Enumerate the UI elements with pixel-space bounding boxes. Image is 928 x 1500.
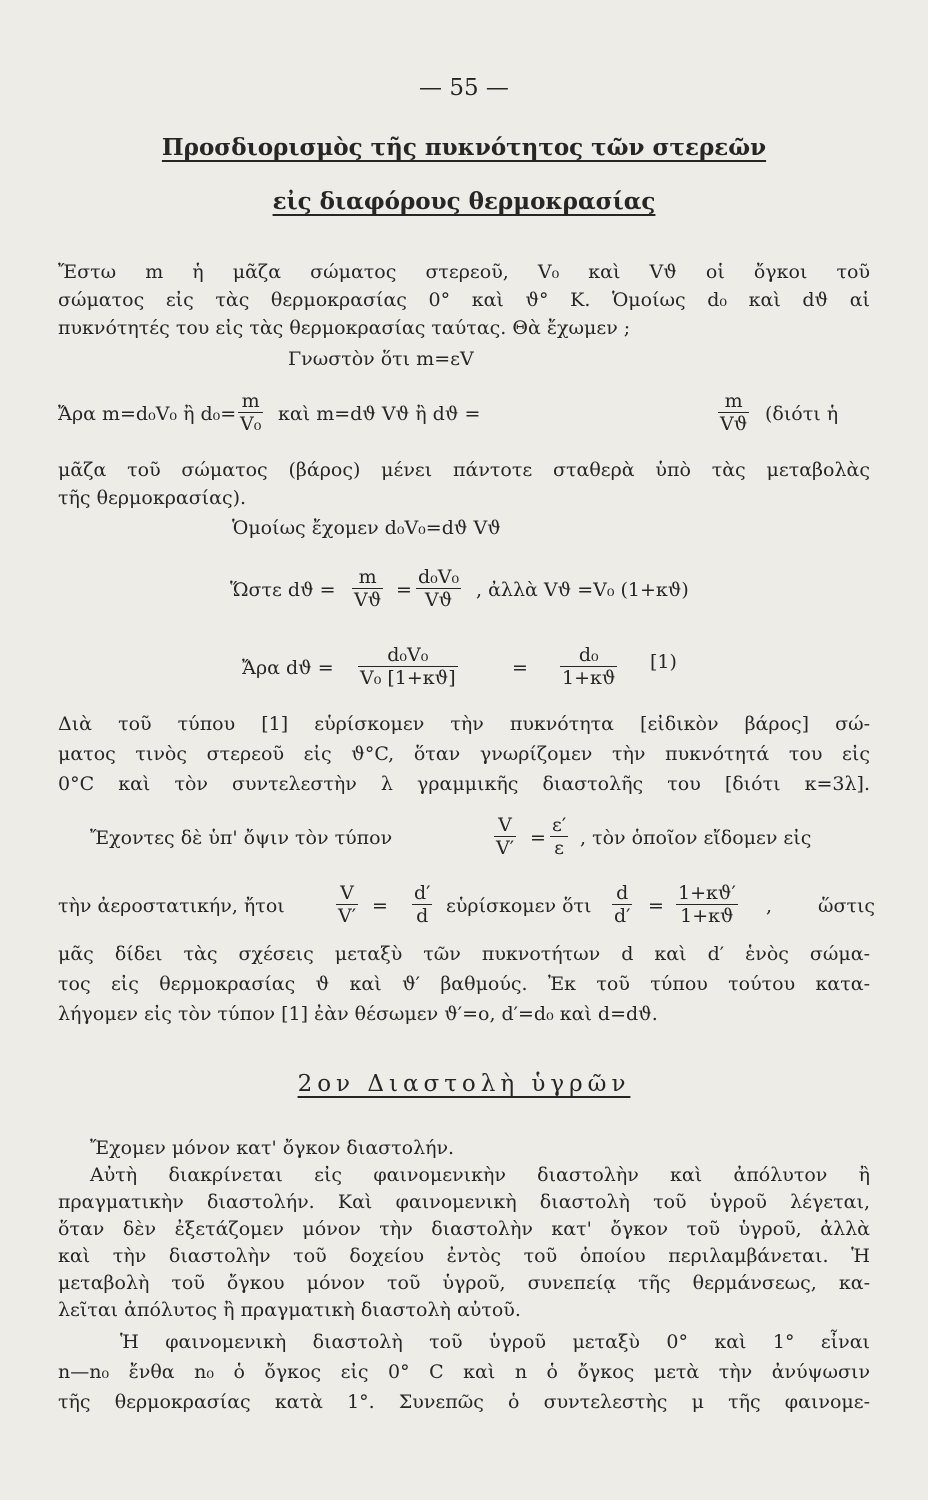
section-title-line-1: Προσδιορισμὸς τῆς πυκνότητος τῶν στερεῶν [161, 134, 767, 161]
fraction-d0v0-over-v0-expansion [358, 644, 458, 689]
denominator: 1+κϑ [680, 905, 734, 927]
equation-label: [1) [650, 651, 677, 673]
fraction-d0-over-expansion [560, 644, 617, 689]
equation-text: (διότι ἡ [765, 403, 839, 425]
fraction-eprime-over-e [550, 814, 568, 859]
equation-text: Ἔχοντες δὲ ὑπ' ὄψιν τὸν τύπον [90, 827, 393, 849]
numerator: V [336, 882, 358, 905]
fraction-d0v0-over-vtheta [416, 566, 461, 611]
formula-line: Γνωστὸν ὅτι m=εV [288, 348, 474, 370]
text-line: μᾶς δίδει τὰς σχέσεις μεταξὺ τῶν πυκνοτήτων d καὶ d′ ἑνὸς σώμα- [58, 943, 870, 965]
equation-text: Ἄρα m=d₀V₀ ἢ d₀= [58, 403, 237, 425]
fraction-v-over-vprime [336, 882, 358, 927]
page-number: — 55 — [419, 75, 509, 101]
denominator: d′ [614, 905, 631, 927]
denominator: V₀ [240, 413, 262, 435]
text-line: 0°C καὶ τὸν συντελεστὴν λ γραμμικῆς διαστολῆς του [διότι κ=3λ]. [58, 773, 870, 795]
numerator: d′ [414, 882, 431, 904]
text-line: σώματος εἰς τὰς θερμοκρασίας 0° καὶ ϑ° K. Ὁμοίως d₀ καὶ dϑ αἱ [58, 289, 870, 311]
denominator: Vϑ [720, 413, 748, 435]
equation-text: Ἄρα dϑ = [242, 657, 334, 679]
numerator: m [718, 390, 749, 413]
equation-text: = [512, 657, 528, 679]
numerator: m [238, 390, 263, 413]
equation-text: = [372, 895, 388, 917]
fraction-expansion-ratio [676, 882, 738, 927]
denominator: V′ [496, 837, 515, 859]
equation-text: = [648, 895, 664, 917]
text-line: τῆς θερμοκρασίας). [58, 487, 247, 509]
equation-text: = [530, 827, 546, 849]
fraction-m-over-vtheta [718, 390, 749, 435]
denominator: d [416, 905, 429, 927]
denominator: V′ [338, 905, 357, 927]
text-line: n—n₀ ἔνθα n₀ ὁ ὄγκος εἰς 0° C καὶ n ὁ ὄγκος μετὰ τὴν ἀνύψωσιν [58, 1361, 870, 1383]
text-line: Ἡ φαινομενικὴ διαστολὴ τοῦ ὑγροῦ μεταξὺ 0° καὶ 1° εἶναι [120, 1331, 870, 1353]
text-line: πραγματικὴν διαστολήν. Καὶ φαινομενικὴ διαστολὴ τοῦ ὑγροῦ λέγεται, [58, 1191, 870, 1213]
equation-text: ὥστις [818, 895, 876, 917]
fraction-d-over-dprime [612, 882, 632, 927]
numerator: d₀V₀ [358, 644, 458, 667]
text-line: τῆς θερμοκρασίας κατὰ 1°. Συνεπῶς ὁ συντελεστὴς μ τῆς φαινομε- [58, 1391, 870, 1413]
text-line: λήγομεν εἰς τὸν τύπον [1] ἐὰν θέσωμεν ϑ′=o, d′=d₀ καὶ d=dϑ. [58, 1003, 658, 1025]
text-line: Αὐτὴ διακρίνεται εἰς φαινομενικὴν διαστολὴν καὶ ἀπόλυτον ἢ [90, 1164, 870, 1186]
section-title-line-2: εἰς διαφόρους θερμοκρασίας [272, 188, 656, 215]
equation-text: , [766, 895, 773, 917]
fraction-m-over-vtheta [352, 566, 383, 611]
text-line: ματος τινὸς στερεοῦ εἰς ϑ°C, ὅταν γνωρίζομεν τὴν πυκνότητά του εἰς [58, 743, 870, 765]
equation-text: τὴν ἀεροστατικήν, ἤτοι [58, 895, 285, 917]
numerator: d₀V₀ [418, 566, 460, 588]
numerator: V [494, 814, 516, 837]
text-line: Ἔστω m ἡ μᾶζα σώματος στερεοῦ, V₀ καὶ Vϑ οἱ ὄγκοι τοῦ [58, 261, 870, 283]
text-line: μᾶζα τοῦ σώματος (βάρος) μένει πάντοτε σταθερὰ ὑπὸ τὰς μεταβολὰς [58, 459, 870, 481]
numerator: d₀ [560, 644, 617, 667]
equation-text: καὶ m=dϑ Vϑ ἢ dϑ = [278, 403, 481, 425]
equation-text: , ἀλλὰ Vϑ =V₀ (1+κϑ) [476, 579, 689, 601]
text-line: μεταβολὴ τοῦ ὄγκου μόνον τοῦ ὑγροῦ, συνεπείᾳ τῆς θερμάνσεως, κα- [58, 1272, 870, 1294]
text-line: καὶ τὴν διαστολὴν τοῦ δοχείου ἐντὸς τοῦ ὁποίου περιλαμβάνεται. Ἡ [58, 1245, 870, 1267]
text-line: Ἔχομεν μόνον κατ' ὄγκον διαστολήν. [90, 1137, 455, 1159]
fraction-m-over-v0 [238, 390, 263, 435]
numerator: 1+κϑ′ [678, 882, 736, 904]
denominator: 1+κϑ [562, 667, 616, 689]
denominator: Vϑ [424, 589, 453, 611]
equation-text: Ὥστε dϑ = [230, 579, 336, 601]
equation-text: = [396, 579, 412, 601]
text-line: λεῖται ἀπόλυτος ἢ πραγματικὴ διαστολὴ αὐτοῦ. [58, 1299, 521, 1321]
denominator: ε [554, 837, 564, 859]
text-line: πυκνότητές του εἰς τὰς θερμοκρασίας ταύτας. Θὰ ἔχωμεν ; [58, 317, 631, 339]
numerator: ε′ [552, 814, 567, 836]
equation-text: εὑρίσκομεν ὅτι [446, 895, 592, 917]
section-2-title: 2ον Διαστολὴ ὑγρῶν [297, 1071, 631, 1097]
text-line: ὅταν δὲν ἐξετάζομεν μόνον τὴν διαστολὴν κατ' ὄγκον τοῦ ὑγροῦ, ἀλλὰ [58, 1218, 870, 1240]
numerator: m [352, 566, 383, 589]
equation-text: , τὸν ὁποῖον εἴδομεν εἰς [580, 827, 812, 849]
numerator: d [612, 882, 632, 905]
denominator: V₀ [1+κϑ] [360, 667, 456, 689]
text-line: τος εἰς θερμοκρασίας ϑ καὶ ϑ′ βαθμούς. Ἐκ τοῦ τύπου τούτου κατα- [58, 973, 870, 995]
text-line: Διὰ τοῦ τύπου [1] εὑρίσκομεν τὴν πυκνότητα [εἰδικὸν βάρος] σώ- [58, 713, 870, 735]
fraction-dprime-over-d [412, 882, 432, 927]
denominator: Vϑ [354, 589, 382, 611]
formula-line: Ὁμοίως ἔχομεν d₀V₀=dϑ Vϑ [232, 517, 501, 539]
fraction-v-over-vprime [494, 814, 516, 859]
